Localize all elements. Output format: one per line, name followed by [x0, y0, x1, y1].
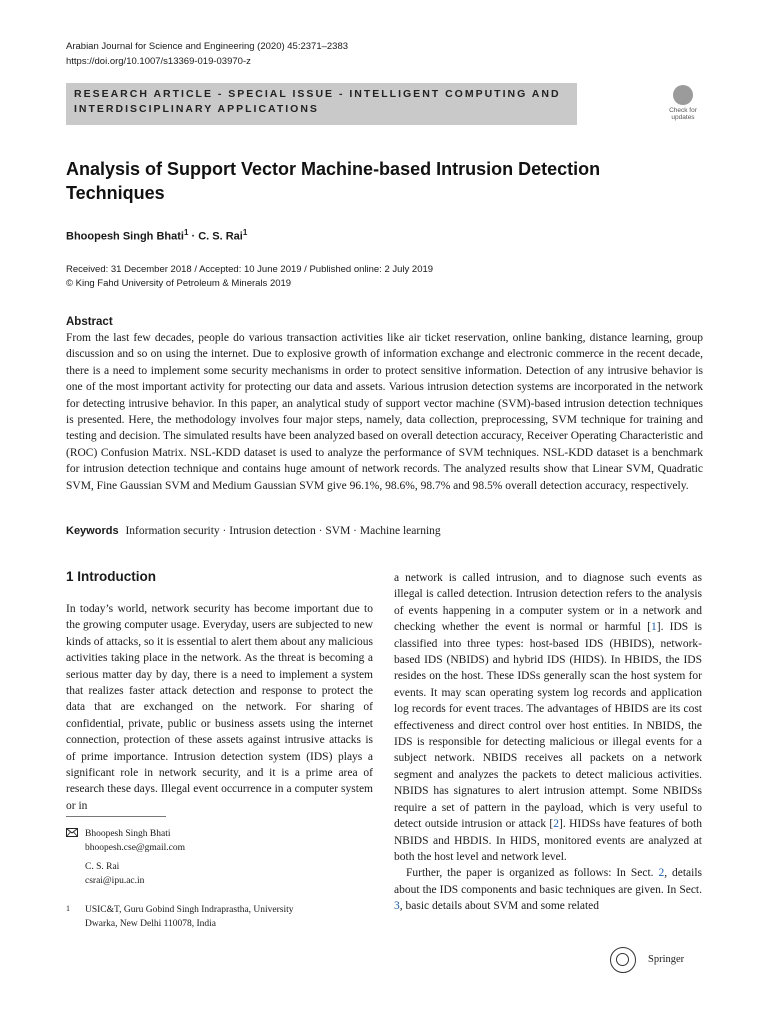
abstract-heading: Abstract	[66, 316, 113, 328]
banner-line-1: RESEARCH ARTICLE - SPECIAL ISSUE - INTELLIGENT COMPUTING AND	[74, 88, 561, 100]
section-link[interactable]: 3	[394, 900, 400, 913]
text-span: a network is called intrusion, and to diagnose such events as illegal is called detection. Intrusion detection refers to the analysis of events happening in a computer system or in a network and checking whether the event is normal or harmful [	[394, 572, 702, 634]
affiliation-mark: 1	[66, 904, 70, 913]
author-name[interactable]: C. S. Rai	[198, 230, 243, 243]
doi-link[interactable]: https://doi.org/10.1007/s13369-019-03970-z	[66, 56, 251, 67]
banner-text	[74, 87, 564, 117]
author-affiliation-mark: 1	[242, 228, 248, 237]
envelope-icon	[66, 828, 78, 842]
title-line-1: Analysis of Support Vector Machine-based Intrusion Detection	[66, 159, 601, 179]
footnote-author-name: Bhoopesh Singh Bhati	[85, 829, 171, 839]
coauthor	[66, 861, 373, 888]
publication-dates: Received: 31 December 2018 / Accepted: 10 June 2019 / Published online: 2 July 2019	[66, 264, 434, 275]
footnote-divider	[66, 816, 166, 817]
text-span: Further, the paper is organized as follows: In Sect.	[406, 867, 659, 880]
citation-link[interactable]: 1	[650, 621, 657, 634]
keywords-label: Keywords	[66, 525, 119, 537]
check-updates-label	[661, 107, 705, 121]
check-updates-line-1: Check for	[669, 107, 697, 114]
intro-paragraph: In today’s world, network security has become important due to the growing computer usage. Everyday, users are subjected to new kinds of attacks, so it is essential to alert them about any malicious activities taking place in the network. As the threat is becoming a serious matter day by day, there is a need to implement a system that realizes faster attack detection and response to protect the data that are exchanged on the network. For sharing of confidential, private, public or business assets using the internet connection, protection of these assets against intrusive attacks is of prime importance. Intrusion detection system (IDS) plays a significant role in network security, and it is a prime area of research these days. Illegal event occurrence in a computer system or in	[66, 603, 373, 812]
article-type-banner	[66, 83, 577, 125]
text-span: ]. HIDSs have features of both NBIDS and HBDIS. In HIDS, monitored events are analyzed at both the host level and network level.	[394, 818, 702, 863]
section-heading: 1 Introduction	[66, 569, 156, 584]
corresponding-author	[66, 828, 373, 855]
section-link[interactable]: 2	[658, 867, 665, 880]
title-line-2: Techniques	[66, 183, 165, 203]
left-column	[66, 601, 373, 814]
keywords	[66, 523, 441, 539]
springer-horse-icon	[610, 947, 636, 973]
check-updates-icon	[673, 85, 693, 105]
check-for-updates-badge[interactable]	[661, 83, 705, 127]
check-updates-line-2: updates	[671, 114, 695, 121]
paper-title	[66, 157, 626, 205]
journal-citation: Arabian Journal for Science and Engineering (2020) 45:2371–2383	[66, 41, 349, 52]
publisher-logo	[610, 945, 702, 975]
author-affiliation-mark: 1	[183, 228, 189, 237]
footnotes	[66, 828, 373, 931]
text-span: , basic details about SVM and some related	[399, 900, 600, 913]
copyright-notice: © King Fahd University of Petroleum & Minerals 2019	[66, 278, 292, 289]
affiliation	[66, 904, 373, 931]
keywords-list: Information security · Intrusion detection · SVM · Machine learning	[125, 525, 441, 537]
author-list	[66, 225, 247, 245]
text-span: ]. IDS is classified into three types: host-based IDS (HBIDS), network-based IDS (NBIDS) and hybrid IDS (HIDS). In HBIDS, the IDS resides on the host. These IDSs generally scan the host system for events. It may scan operating system log records and application log records for event traces. The advantages of HBIDS are its cost effectiveness and direct control over host entities. In NBIDS, the IDS is responsible for detecting malicious or illegal events for a subject network. NBIDS receives all packets on a network segment and analyzes the packets to detect malicious activities. NBIDS has signatures to alert intrusion attempt. Some NBIDSs require a set of pattern in the payload, which is very useful to detect outside intrusion or attack [	[394, 621, 702, 831]
organization-paragraph	[394, 865, 702, 914]
banner-line-2: INTERDISCIPLINARY APPLICATIONS	[74, 103, 319, 115]
author-separator: ·	[188, 230, 199, 243]
affiliation-line-2: Dwarka, New Delhi 110078, India	[85, 918, 217, 929]
text-span: , details about the IDS components and basic techniques are given. In Sect.	[394, 867, 702, 896]
abstract-text: From the last few decades, people do various transaction activities like air ticket reservation, online banking, distance learning, group discussion and so on using the internet. Due to explosive growth of information exchange and electronic commerce in the recent decade, there is a need to implement some security mechanisms in order to protect sensitive information. Detection of any intrusive behavior is one of the most important activity for protecting our data and assets. Various intrusion detection systems are incorporated in the network for detecting intrusive behavior. In this paper, an analytical study of support vector machine (SVM)-based intrusion detection techniques is presented. Here, the methodology involves four major steps, namely, data collection, preprocessing, SVM technique for training and testing and decision. The simulated results have been analyzed based on overall detection accuracy, Receiver Operating Characteristic and (ROC) Confusion Matrix. NSL-KDD dataset is used to analyze the performance of SVM techniques. NSL-KDD dataset is a benchmark for intrusion detection technique and contains huge amount of network records. The analyzed results show that Linear SVM, Quadratic SVM, Fine Gaussian SVM and Medium Gaussian SVM give 96.1%, 98.6%, 98.7% and 98.5% overall detection accuracy, respectively.	[66, 332, 703, 492]
affiliation-line-1: USIC&T, Guru Gobind Singh Indraprastha, University	[85, 905, 294, 915]
footnote-author-email[interactable]: csrai@ipu.ac.in	[85, 875, 145, 886]
citation-link[interactable]: 2	[553, 818, 560, 831]
footnote-author-name: C. S. Rai	[85, 862, 120, 872]
right-column	[394, 570, 702, 915]
footnote-author-email[interactable]: bhoopesh.cse@gmail.com	[85, 842, 186, 853]
author-name[interactable]: Bhoopesh Singh Bhati	[66, 230, 184, 243]
intro-paragraph-continued	[394, 570, 702, 865]
publisher-name: Springer	[648, 954, 685, 965]
